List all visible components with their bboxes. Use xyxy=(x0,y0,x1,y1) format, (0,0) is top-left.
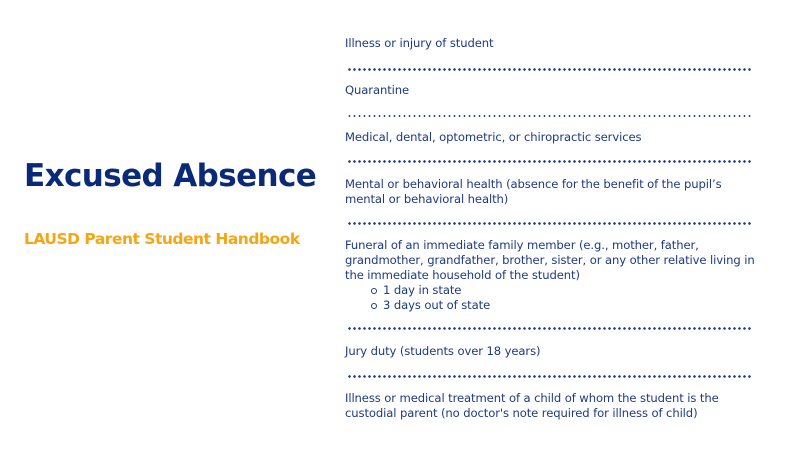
sub-list-item: 1 day in state xyxy=(383,283,755,298)
list-item xyxy=(345,238,755,313)
list-item-text: Funeral of an immediate family member (e.g., mother, father, grandmother, grandfather, brother, sister, or any other relative living in the immediate household of the student) xyxy=(345,238,755,282)
list-item: Illness or medical treatment of a child of whom the student is the custodial parent (no doctor's note required for illness of child) xyxy=(345,391,719,420)
dotted-divider xyxy=(347,115,752,117)
sub-list-item: 3 days out of state xyxy=(383,298,755,313)
list-item: Jury duty (students over 18 years) xyxy=(345,344,541,358)
list-item: Mental or behavioral health (absence for the benefit of the pupil’s mental or behavioral health) xyxy=(345,177,722,206)
dotted-divider xyxy=(347,327,752,330)
list-item: Medical, dental, optometric, or chiropractic services xyxy=(345,130,642,144)
list-item: Illness or injury of student xyxy=(345,36,494,50)
dotted-divider xyxy=(347,160,752,163)
page-subtitle: LAUSD Parent Student Handbook xyxy=(24,230,300,248)
list-item: Quarantine xyxy=(345,83,410,97)
page-title: Excused Absence xyxy=(24,158,317,194)
sub-list xyxy=(345,283,755,313)
dotted-divider xyxy=(347,68,752,71)
dotted-divider xyxy=(347,222,752,225)
dotted-divider xyxy=(347,375,752,378)
